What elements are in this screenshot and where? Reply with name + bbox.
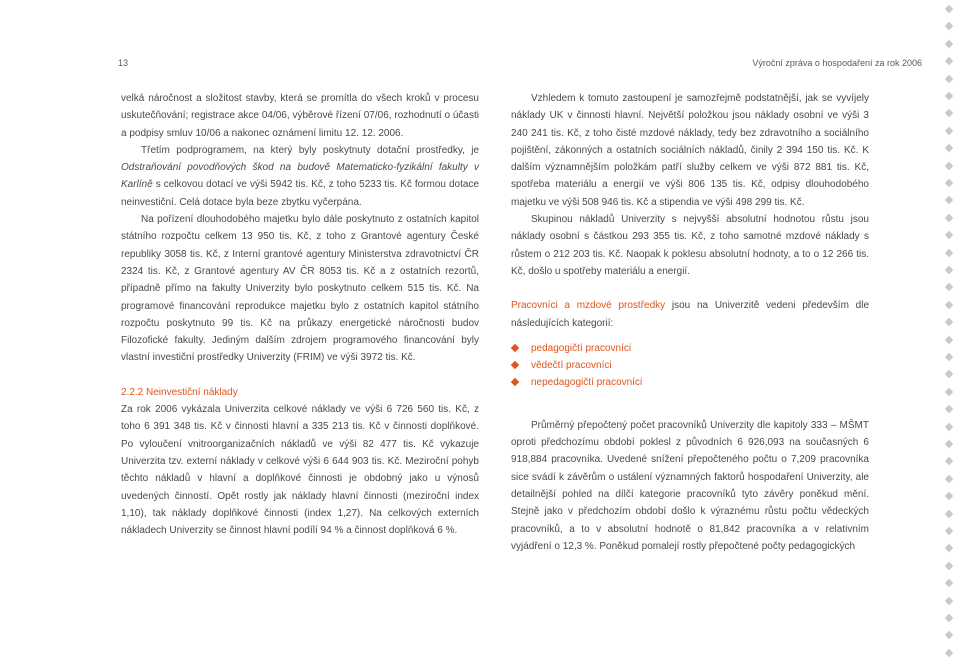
page-number: 13 <box>118 58 129 68</box>
decorative-diamond-icon <box>945 631 953 639</box>
list-item: vědečtí pracovníci <box>511 357 869 374</box>
decorative-diamond-icon <box>945 248 953 256</box>
decorative-diamond-icon <box>945 266 953 274</box>
decorative-diamond-icon <box>945 22 953 30</box>
decorative-diamond-icon <box>945 457 953 465</box>
paragraph: Na pořízení dlouhodobého majetku bylo dále poskytnuto z ostatních kapitol státního rozpočtu celkem 13 950 tis. Kč, z toho z Grantové agentury České republiky 3058 tis. Kč, z Interní grantové agentury Ministerstva zdravotnictví ČR 2324 tis. Kč, z Grantové agentury AV ČR 8053 tis. Kč a z ostatních rezortů, případně přímo na fakulty Univerzity bylo poskytnuto celkem 515 tis. Kč. Na programové financování reprodukce majetku bylo z ostatních kapitol státního rozpočtu poskytnuto 99 tis. Kč na průkazy energetické náročnosti budov Filozofické fakulty. Jediným dalším zdrojem programového financování byly vlastní investiční prostředky Univerzity (FRIM) ve výši 3972 tis. Kč. <box>121 214 479 364</box>
decorative-diamond-icon <box>945 92 953 100</box>
decorative-diamond-icon <box>945 301 953 309</box>
decorative-diamond-pattern <box>932 0 960 662</box>
decorative-diamond-icon <box>945 579 953 587</box>
decorative-diamond-icon <box>945 370 953 378</box>
decorative-diamond-icon <box>945 57 953 65</box>
spacer <box>511 392 869 409</box>
diamond-bullet-icon <box>511 344 519 352</box>
decorative-diamond-icon <box>945 614 953 622</box>
left-column <box>121 90 479 539</box>
list-item: pedagogičtí pracovníci <box>511 340 869 357</box>
paragraph: Za rok 2006 vykázala Univerzita celkové náklady ve výši 6 726 560 tis. Kč, z toho 6 391 348 tis. Kč v činnosti hlavní a 335 213 tis. Kč v činnosti doplňkové. Po vyloučení vnitroorganizačních nákladů ve výši 82 477 tis. Kč vykazuje Univerzita tzv. externí náklady v celkové výši 6 644 903 tis. Kč. Meziroční pohyb těchto nákladů v hlavní a doplňkové činnosti je obdobný jako u výnosů uvedených činností. Opět rostly jak náklady hlavní činnosti (meziroční index 1,10), tak náklady doplňkové činnosti (index 1,27). Na celkových externích nákladech Univerzity se činnost hlavní podílí 94 % a činnost doplňková 6 %. <box>121 404 479 537</box>
decorative-diamond-icon <box>945 649 953 657</box>
diamond-bullet-icon <box>511 378 519 386</box>
decorative-diamond-icon <box>945 509 953 517</box>
paragraph: Pracovníci a mzdové prostředky jsou na Univerzitě vedeni především dle následujících kategorií: <box>511 300 869 329</box>
decorative-diamond-icon <box>945 179 953 187</box>
running-title: Výroční zpráva o hospodaření za rok 2006 <box>752 58 922 68</box>
paragraph: Vzhledem k tomuto zastoupení je samozřejmě podstatnější, jak se vyvíjely náklady UK v činnosti hlavní. Největší položkou jsou náklady osobní ve výši 3 240 241 tis. Kč, z toho čisté mzdové náklady, tedy bez zdravotního a sociálního pojištění, zákonných a ostatních sociálních nákladů, činily 2 394 150 tis. Kč. K dalším významnějším položkám patří služby celkem ve výši 872 881 tis. Kč, spotřeba materiálu a energií ve výši 806 135 tis. Kč, odpisy dlouhodobého majetku ve výši 508 946 tis. Kč a stipendia ve výši 498 299 tis. Kč. <box>511 93 869 208</box>
list-item: nepedagogičtí pracovníci <box>511 374 869 391</box>
highlighted-term: Pracovníci a mzdové prostředky <box>511 300 666 312</box>
decorative-diamond-icon <box>945 196 953 204</box>
decorative-diamond-icon <box>945 40 953 48</box>
decorative-diamond-icon <box>945 544 953 552</box>
paragraph: velká náročnost a složitost stavby, která se promítla do všech kroků v procesu uskutečňování; registrace akce 04/06, výběrové řízení 07/06, rozhodnutí o účasti a podpisy smluv 10/06 a nakonec oznámení limitu 12. 12. 2006. <box>121 93 479 139</box>
spacer <box>511 409 869 417</box>
paragraph: Třetím podprogramem, na který byly poskytnuty dotační prostředky, je Odstraňování povodňových škod na budově Matematicko-fyzikální fakulty v Karlíně s celkovou dotací ve výši 5942 tis. Kč, z toho 5233 tis. Kč formou dotace neinvestiční. Celá dotace byla beze zbytku vyčerpána. <box>121 144 479 208</box>
paragraph: Skupinou nákladů Univerzity s nejvyšší absolutní hodnotou růstu jsou náklady osobní s částkou 293 355 tis. Kč, z toho samotné mzdové náklady s růstem o 212 203 tis. Kč. Naopak k poklesu absolutní hodnoty, a to o 12 266 tis. Kč, došlo u spotřeby materiálu a energií. <box>511 214 869 277</box>
decorative-diamond-icon <box>945 422 953 430</box>
decorative-diamond-icon <box>945 562 953 570</box>
decorative-diamond-icon <box>945 388 953 396</box>
category-list <box>511 340 869 392</box>
decorative-diamond-icon <box>945 231 953 239</box>
decorative-diamond-icon <box>945 5 953 13</box>
diamond-bullet-icon <box>511 361 519 369</box>
decorative-diamond-icon <box>945 475 953 483</box>
right-column <box>511 90 869 555</box>
decorative-diamond-icon <box>945 214 953 222</box>
page-header <box>118 58 922 74</box>
spacer <box>511 332 869 340</box>
paragraph: Průměrný přepočtený počet pracovníků Univerzity dle kapitoly 333 – MŠMT oproti předchozímu období poklesl z původních 6 926,093 na současných 6 918,884 pracovníka. Uvedené snížení přepočteného počtu o 7,209 pracovníka sice svádí k závěrům o ustálení významných faktorů hospodaření Univerzity, ale detailnější pohled na dílčí kategorie pracovníků tyto závěry poněkud mění. Stejně jako v předchozím období došlo k výraznému růstu počtu vědeckých pracovníků, a to v absolutní hodnotě o 81,842 pracovníka a v relativním vyjádření o 12,3 %. Poněkud pomalejí rostly přepočtené počty pedagogických <box>511 419 869 552</box>
decorative-diamond-icon <box>945 527 953 535</box>
decorative-diamond-icon <box>945 74 953 82</box>
decorative-diamond-icon <box>945 161 953 169</box>
decorative-diamond-icon <box>945 144 953 152</box>
emphasized-text: Odstraňování povodňových škod na budově Matematicko-fyzikální fakulty v Karlíně <box>121 162 479 191</box>
decorative-diamond-icon <box>945 127 953 135</box>
decorative-diamond-icon <box>945 335 953 343</box>
decorative-diamond-icon <box>945 109 953 117</box>
decorative-diamond-icon <box>945 318 953 326</box>
decorative-diamond-icon <box>945 283 953 291</box>
decorative-diamond-icon <box>945 596 953 604</box>
decorative-diamond-icon <box>945 492 953 500</box>
spacer <box>511 280 869 297</box>
spacer <box>121 367 479 384</box>
decorative-diamond-icon <box>945 405 953 413</box>
decorative-diamond-icon <box>945 440 953 448</box>
section-heading: 2.2.2 Neinvestiční náklady <box>121 386 238 398</box>
decorative-diamond-icon <box>945 353 953 361</box>
